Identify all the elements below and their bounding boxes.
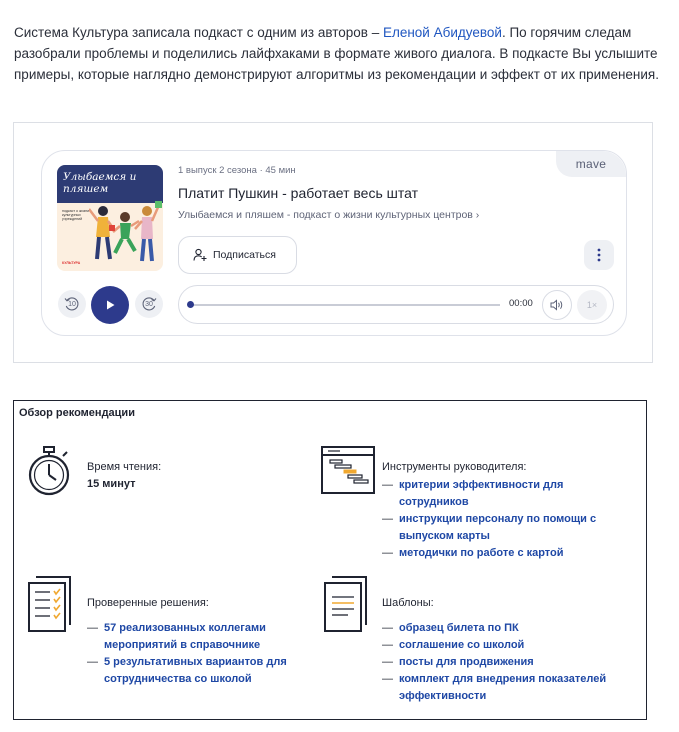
stopwatch-icon: [26, 445, 72, 497]
list-item[interactable]: — методички по работе с картой: [382, 545, 632, 562]
templates-label: Шаблоны:: [382, 597, 434, 609]
list-item[interactable]: — образец билета по ПК: [382, 620, 644, 637]
intro-text-before: Система Культура записала подкаст с одним из авторов –: [14, 25, 383, 40]
more-options-button[interactable]: [584, 240, 614, 270]
cover-subtitle: подкаст о жизни культурных учреждений: [62, 209, 90, 222]
list-item[interactable]: — 5 результативных вариантов для сотрудничества со школой: [87, 654, 317, 688]
list-item[interactable]: — посты для продвижения: [382, 654, 644, 671]
list-item[interactable]: — критерии эффективности для сотрудников: [382, 477, 632, 511]
recommendation-overview: [13, 400, 647, 720]
episode-title[interactable]: Платит Пушкин - работает весь штат: [178, 185, 419, 201]
solutions-list: [87, 620, 317, 688]
skip-back-button[interactable]: [58, 290, 86, 318]
podcast-embed: [13, 122, 653, 363]
solutions-label: Проверенные решения:: [87, 597, 209, 609]
playback-bar: [178, 285, 614, 324]
subscribe-button[interactable]: [178, 236, 297, 274]
progress-handle[interactable]: [187, 301, 194, 308]
podcast-player: [41, 150, 627, 336]
skip-forward-label: 30: [145, 300, 153, 308]
add-user-icon: [193, 248, 207, 262]
play-icon: [104, 299, 116, 311]
current-time: 00:00: [509, 298, 533, 309]
more-vertical-icon: [597, 248, 601, 262]
progress-track[interactable]: [190, 304, 500, 306]
overview-title: Обзор рекомендации: [19, 407, 135, 419]
list-item[interactable]: — соглашение со школой: [382, 637, 644, 654]
speed-button[interactable]: 1×: [577, 290, 607, 320]
list-item[interactable]: — 57 реализованных коллегами мероприятий в справочнике: [87, 620, 317, 654]
skip-forward-button[interactable]: [135, 290, 163, 318]
author-link[interactable]: Еленой Абидуевой: [382, 25, 502, 40]
gantt-chart-icon: [320, 445, 376, 495]
list-item[interactable]: — инструкции персоналу по помощи с выпуском карты: [382, 511, 632, 545]
cover-title: Улыбаемся и пляшем: [57, 165, 163, 203]
templates-list: [382, 620, 644, 705]
tools-list: [382, 477, 632, 562]
tools-label: Инструменты руководителя:: [382, 461, 527, 473]
list-item[interactable]: — комплект для внедрения показателей эффективности: [382, 671, 644, 705]
mave-logo[interactable]: mave: [556, 151, 626, 177]
subscribe-label: Подписаться: [213, 249, 276, 261]
reading-time-label: Время чтения:: [87, 461, 162, 473]
volume-button[interactable]: [542, 290, 572, 320]
intro-paragraph: [14, 22, 666, 85]
play-button[interactable]: [91, 286, 129, 324]
cover-footer: КУЛЬТУРА: [62, 261, 81, 265]
documents-icon: [322, 575, 370, 633]
dancers-illustration: [89, 201, 163, 267]
skip-back-label: 10: [68, 300, 76, 308]
show-link[interactable]: Улыбаемся и пляшем - подкаст о жизни культурных центров ›: [178, 209, 480, 221]
volume-icon: [550, 299, 564, 311]
reading-time-value: 15 минут: [87, 478, 136, 490]
episode-meta: 1 выпуск 2 сезона · 45 мин: [178, 165, 296, 176]
intro-text-after: . По горячим следам разобрали проблемы и поделились лайфхаками в формате живого диалога. В подкасте Вы услышите примеры, которые наглядно демонстрируют алгоритмы из рекомендации и эффект от их применения.: [14, 25, 659, 82]
checklist-icon: [26, 575, 74, 633]
podcast-cover[interactable]: [57, 165, 163, 271]
